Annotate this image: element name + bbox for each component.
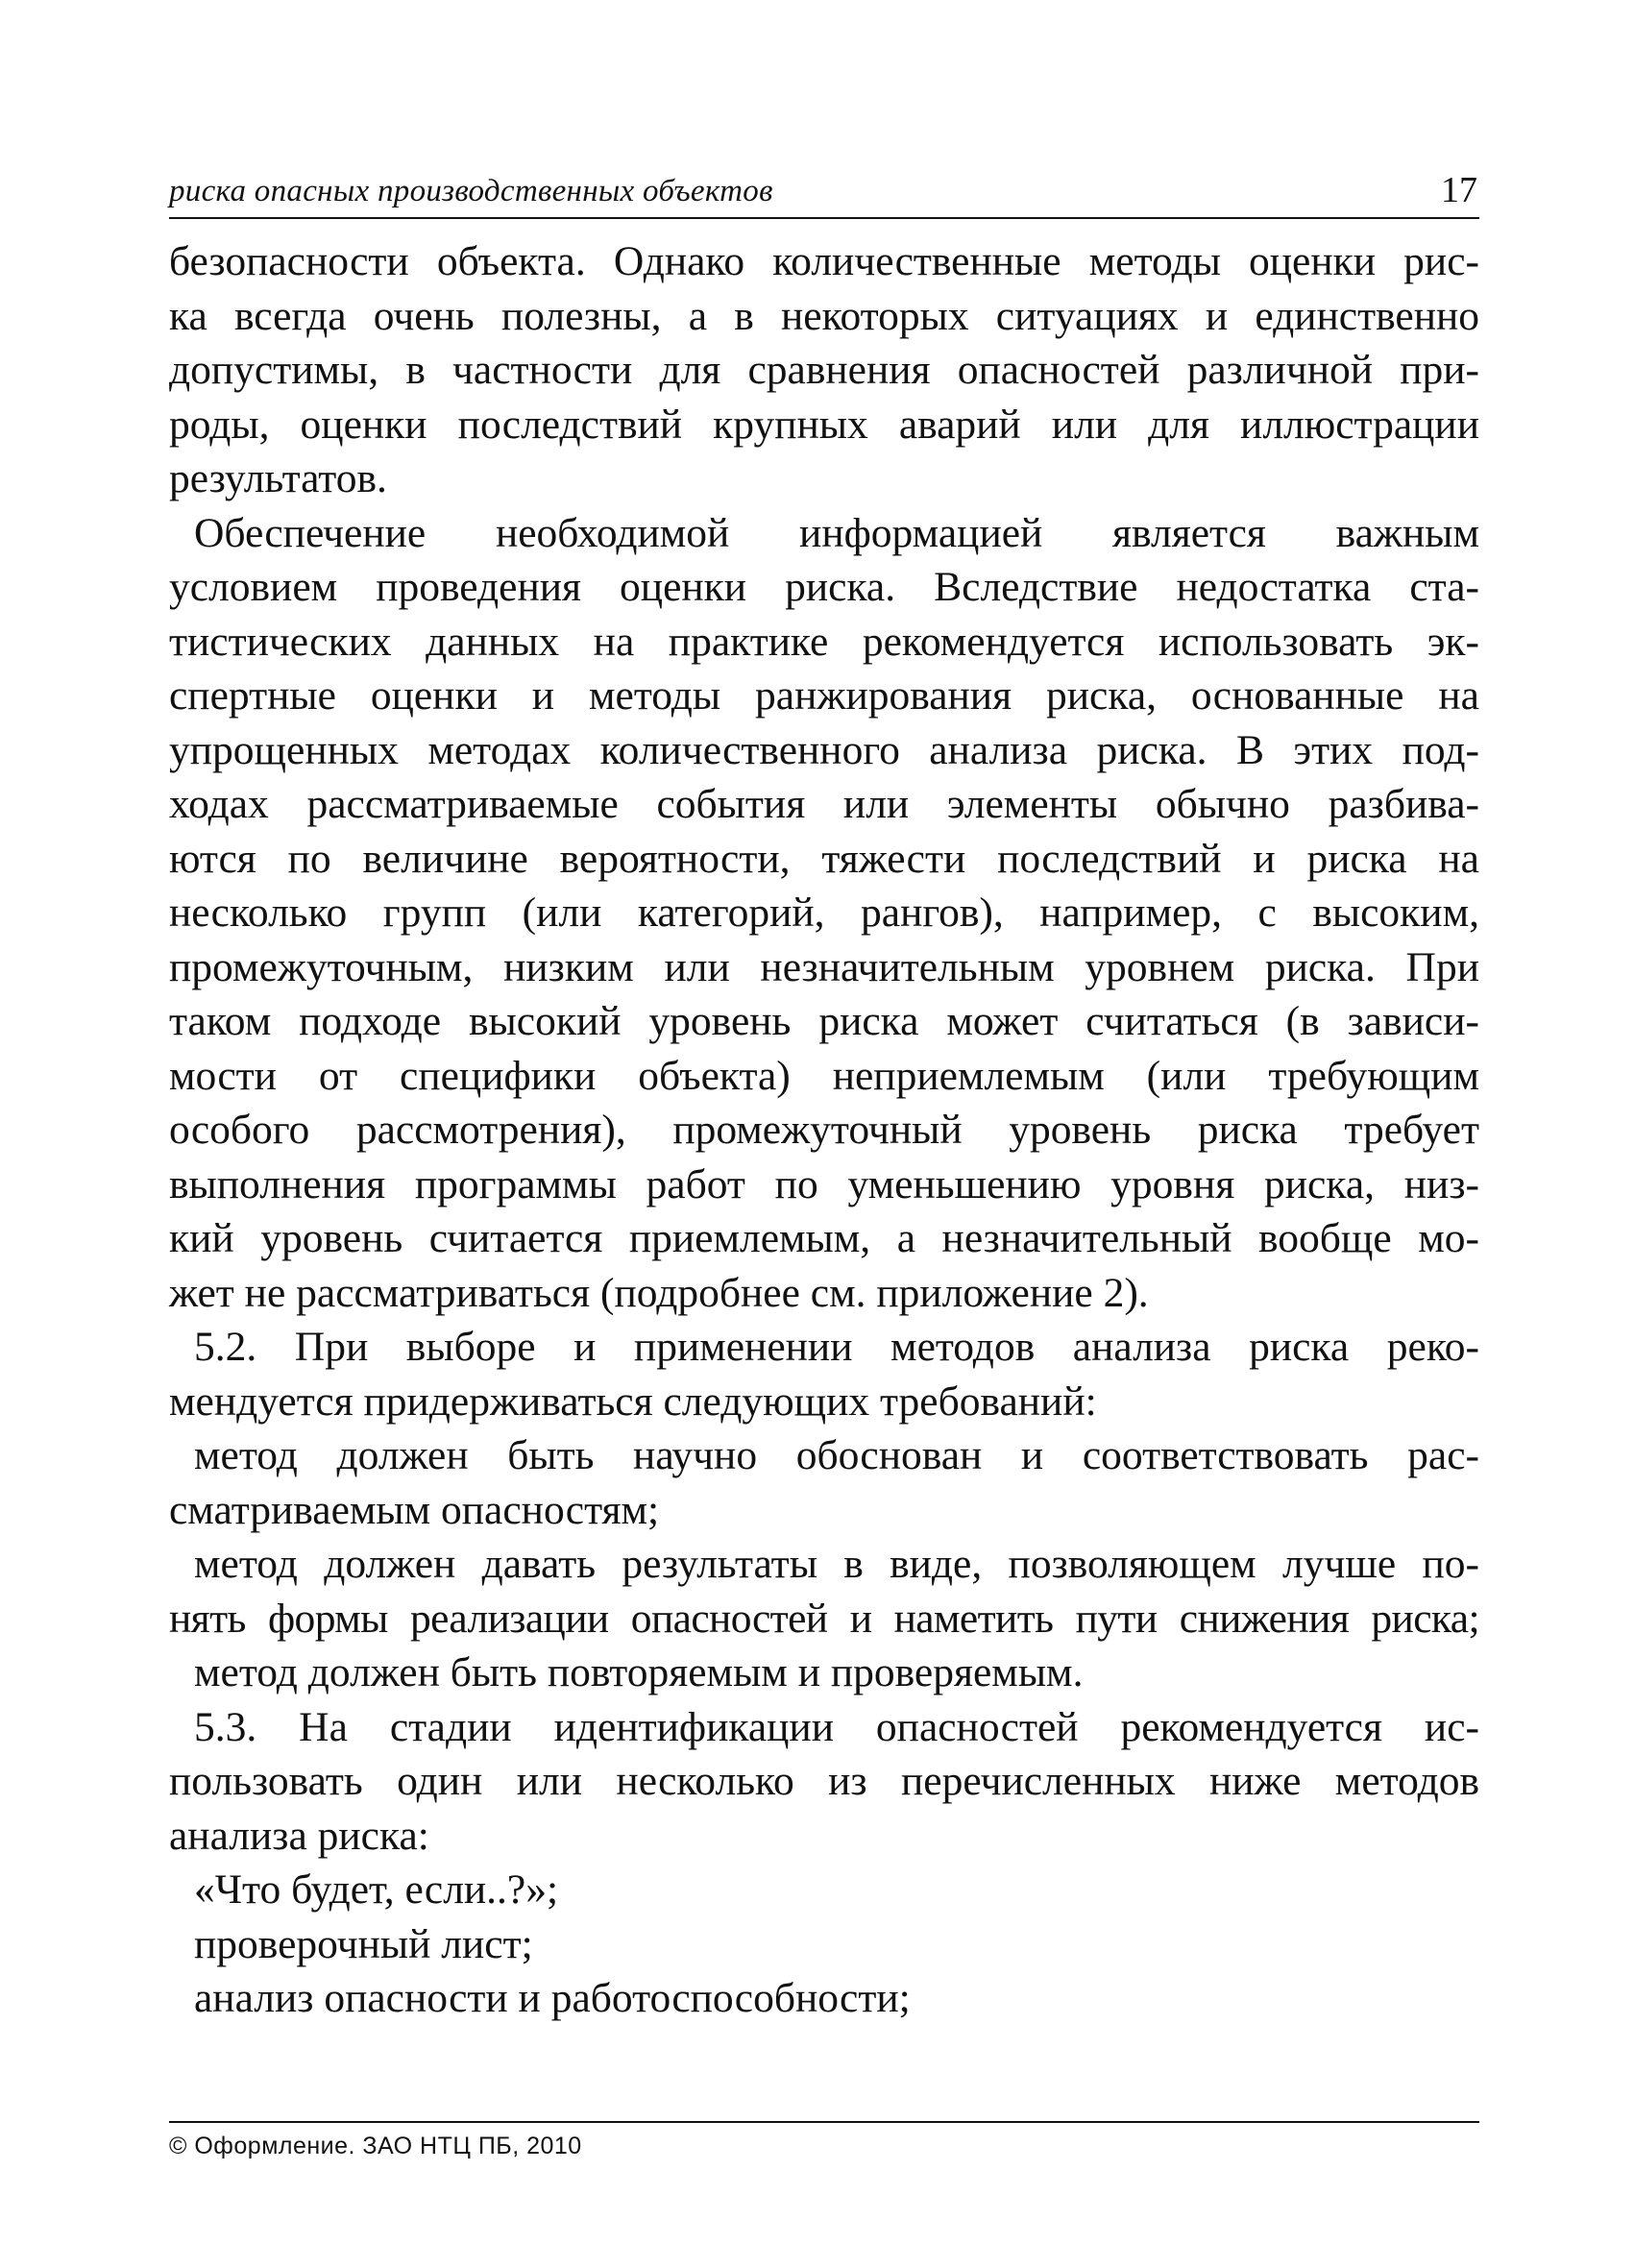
text-line: кий уровень считается приемлемым, а незначительный вообще мо- (169, 1215, 1479, 1261)
footer-copyright: © Оформление. ЗАО НТЦ ПБ, 2010 (169, 2133, 582, 2159)
list-item (169, 1428, 1479, 1537)
text-line: метод должен давать результаты в виде, позволяющем лучше по- (194, 1541, 1479, 1587)
list-item (169, 1646, 1479, 1700)
text-line: проверочный лист; (194, 1920, 533, 1967)
list-item (169, 1537, 1479, 1646)
text-line: пользовать один или несколько из перечисленных ниже методов (169, 1758, 1479, 1804)
text-line: таком подходе высокий уровень риска может считаться (в зависи- (169, 998, 1479, 1044)
text-line: Обеспечение необходимой информацией является важным (194, 509, 1479, 556)
text-line: роды, оценки последствий крупных аварий или для иллюстрации (169, 401, 1479, 448)
text-line: результатов. (169, 455, 387, 501)
text-line: несколько групп (или категорий, рангов), например, с высоким, (169, 890, 1479, 936)
text-line: ются по величине вероятности, тяжести последствий и риска на (169, 835, 1479, 882)
text-line: анализа риска: (169, 1812, 429, 1859)
text-line: анализ опасности и работоспособности; (194, 1975, 911, 2021)
text-line: спертные оценки и методы ранжирования риска, основанные на (169, 672, 1479, 719)
text-line: промежуточным, низким или незначительным уровнем риска. При (169, 943, 1479, 990)
list-item (169, 1971, 1479, 2026)
text-line: мости от специфики объекта) неприемлемым (или требующим (169, 1052, 1479, 1099)
text-line: допустимы, в частности для сравнения опасностей различной при- (169, 347, 1479, 393)
running-header (169, 159, 1479, 219)
body-text (169, 234, 1479, 2026)
text-line: 5.2. При выборе и применении методов анализа риска реко- (194, 1324, 1479, 1370)
text-line: метод должен быть научно обоснован и соответствовать рас- (194, 1432, 1479, 1478)
list-item (169, 1863, 1479, 1917)
text-line: безопасности объекта. Однако количественные методы оценки рис- (169, 238, 1479, 284)
text-line: ка всегда очень полезны, а в некоторых ситуациях и единственно (169, 292, 1479, 339)
text-line: выполнения программы работ по уменьшению уровня риска, низ- (169, 1160, 1479, 1207)
text-line: сматриваемым опасностям; (169, 1486, 660, 1533)
footer-rule (169, 2121, 1479, 2123)
text-line: упрощенных методах количественного анализа риска. В этих под- (169, 726, 1479, 773)
paragraph (169, 1320, 1479, 1428)
list-item (169, 1917, 1479, 1972)
text-line: мендуется придерживаться следующих требований: (169, 1378, 1097, 1425)
text-line: метод должен быть повторяемым и проверяемым. (194, 1649, 1084, 1695)
paragraph (169, 506, 1479, 1321)
text-line: нять формы реализации опасностей и наметить пути снижения риска; (169, 1595, 1479, 1642)
paragraph (169, 234, 1479, 506)
text-line: «Что будет, если..?»; (194, 1866, 559, 1913)
running-title: риска опасных производственных объектов (169, 174, 773, 208)
text-line: 5.3. На стадии идентификации опасностей рекомендуется ис- (194, 1703, 1479, 1750)
text-line: жет не рассматриваться (подробнее см. приложение 2). (169, 1269, 1149, 1316)
page-number: 17 (1441, 170, 1477, 210)
text-line: тистических данных на практике рекомендуется использовать эк- (169, 618, 1479, 665)
text-line: условием проведения оценки риска. Вследствие недостатка ста- (169, 564, 1479, 610)
paragraph (169, 1700, 1479, 1864)
text-line: ходах рассматриваемые события или элементы обычно разбива- (169, 781, 1479, 827)
text-line: особого рассмотрения), промежуточный уровень риска требует (169, 1107, 1479, 1153)
